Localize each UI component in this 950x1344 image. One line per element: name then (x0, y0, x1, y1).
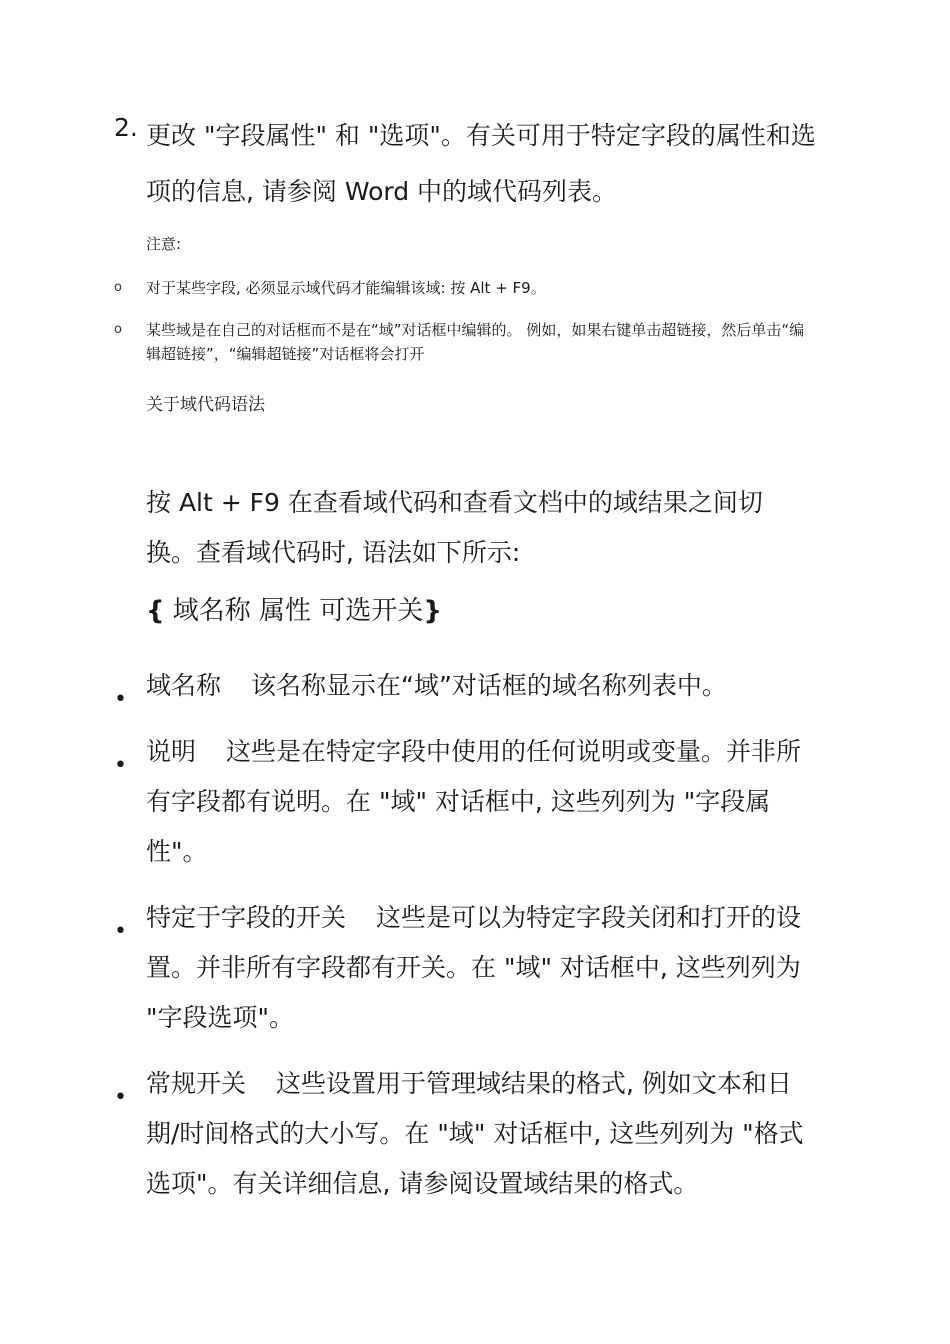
bullet-term: 特定于字段的开关 (146, 903, 347, 932)
bullet-icon: • (114, 919, 127, 944)
note-text: 对于某些字段, 必须显示域代码才能编辑该域: 按 Alt + F9。 (146, 279, 546, 297)
syntax-body: 域名称 属性 可选开关 (164, 596, 424, 626)
syntax-line (146, 588, 442, 634)
syntax-close-brace: } (423, 596, 442, 626)
bullet-desc: 该名称显示在“域”对话框的域名称列表中。 (251, 671, 727, 700)
bullet-term: 常规开关 (146, 1069, 247, 1098)
note-bullet: o (114, 322, 122, 337)
intro-paragraph: 按 Alt + F9 在查看域代码和查看文档中的域结果之间切换。查看域代码时, 语法如下所示: (146, 488, 763, 567)
bullet-desc: 这些设置用于管理域结果的格式, 例如文本和日期/时间格式的大小写。在 "域" 对话框中, 这些列列为 "格式选项"。有关详细信息, 请参阅设置域结果的格式。 (146, 1069, 804, 1198)
list-item (146, 1059, 806, 1209)
step-number: 2. (114, 113, 138, 142)
bullet-icon: • (114, 1085, 127, 1110)
bullet-icon: • (114, 687, 127, 712)
note-text: 某些域是在自己的对话框而不是在“域”对话框中编辑的。 例如，如果右键单击超链接，然后单击“编辑超链接”，“编辑超链接”对话框将会打开 (146, 321, 805, 363)
step-text: 更改 "字段属性" 和 "选项"。有关可用于特定字段的属性和选项的信息, 请参阅 Word 中的域代码列表。 (146, 121, 816, 206)
note-label: 注意: (146, 235, 182, 253)
note-bullet: o (114, 280, 122, 295)
bullet-term: 域名称 (146, 671, 222, 700)
syntax-open-brace: { (146, 596, 165, 626)
bullet-term: 说明 (146, 737, 197, 766)
bullet-desc: 这些是可以为特定字段关闭和打开的设置。并非所有字段都有开关。在 "域" 对话框中, 这些列列为 "字段选项"。 (146, 903, 802, 1032)
bullet-icon: • (114, 753, 127, 778)
bullet-desc: 这些是在特定字段中使用的任何说明或变量。并非所有字段都有说明。在 "域" 对话框中, 这些列列为 "字段属性"。 (146, 737, 802, 866)
list-item (146, 661, 806, 711)
syntax-heading: 关于域代码语法 (146, 395, 265, 415)
list-item (146, 893, 806, 1043)
list-item (146, 727, 806, 877)
